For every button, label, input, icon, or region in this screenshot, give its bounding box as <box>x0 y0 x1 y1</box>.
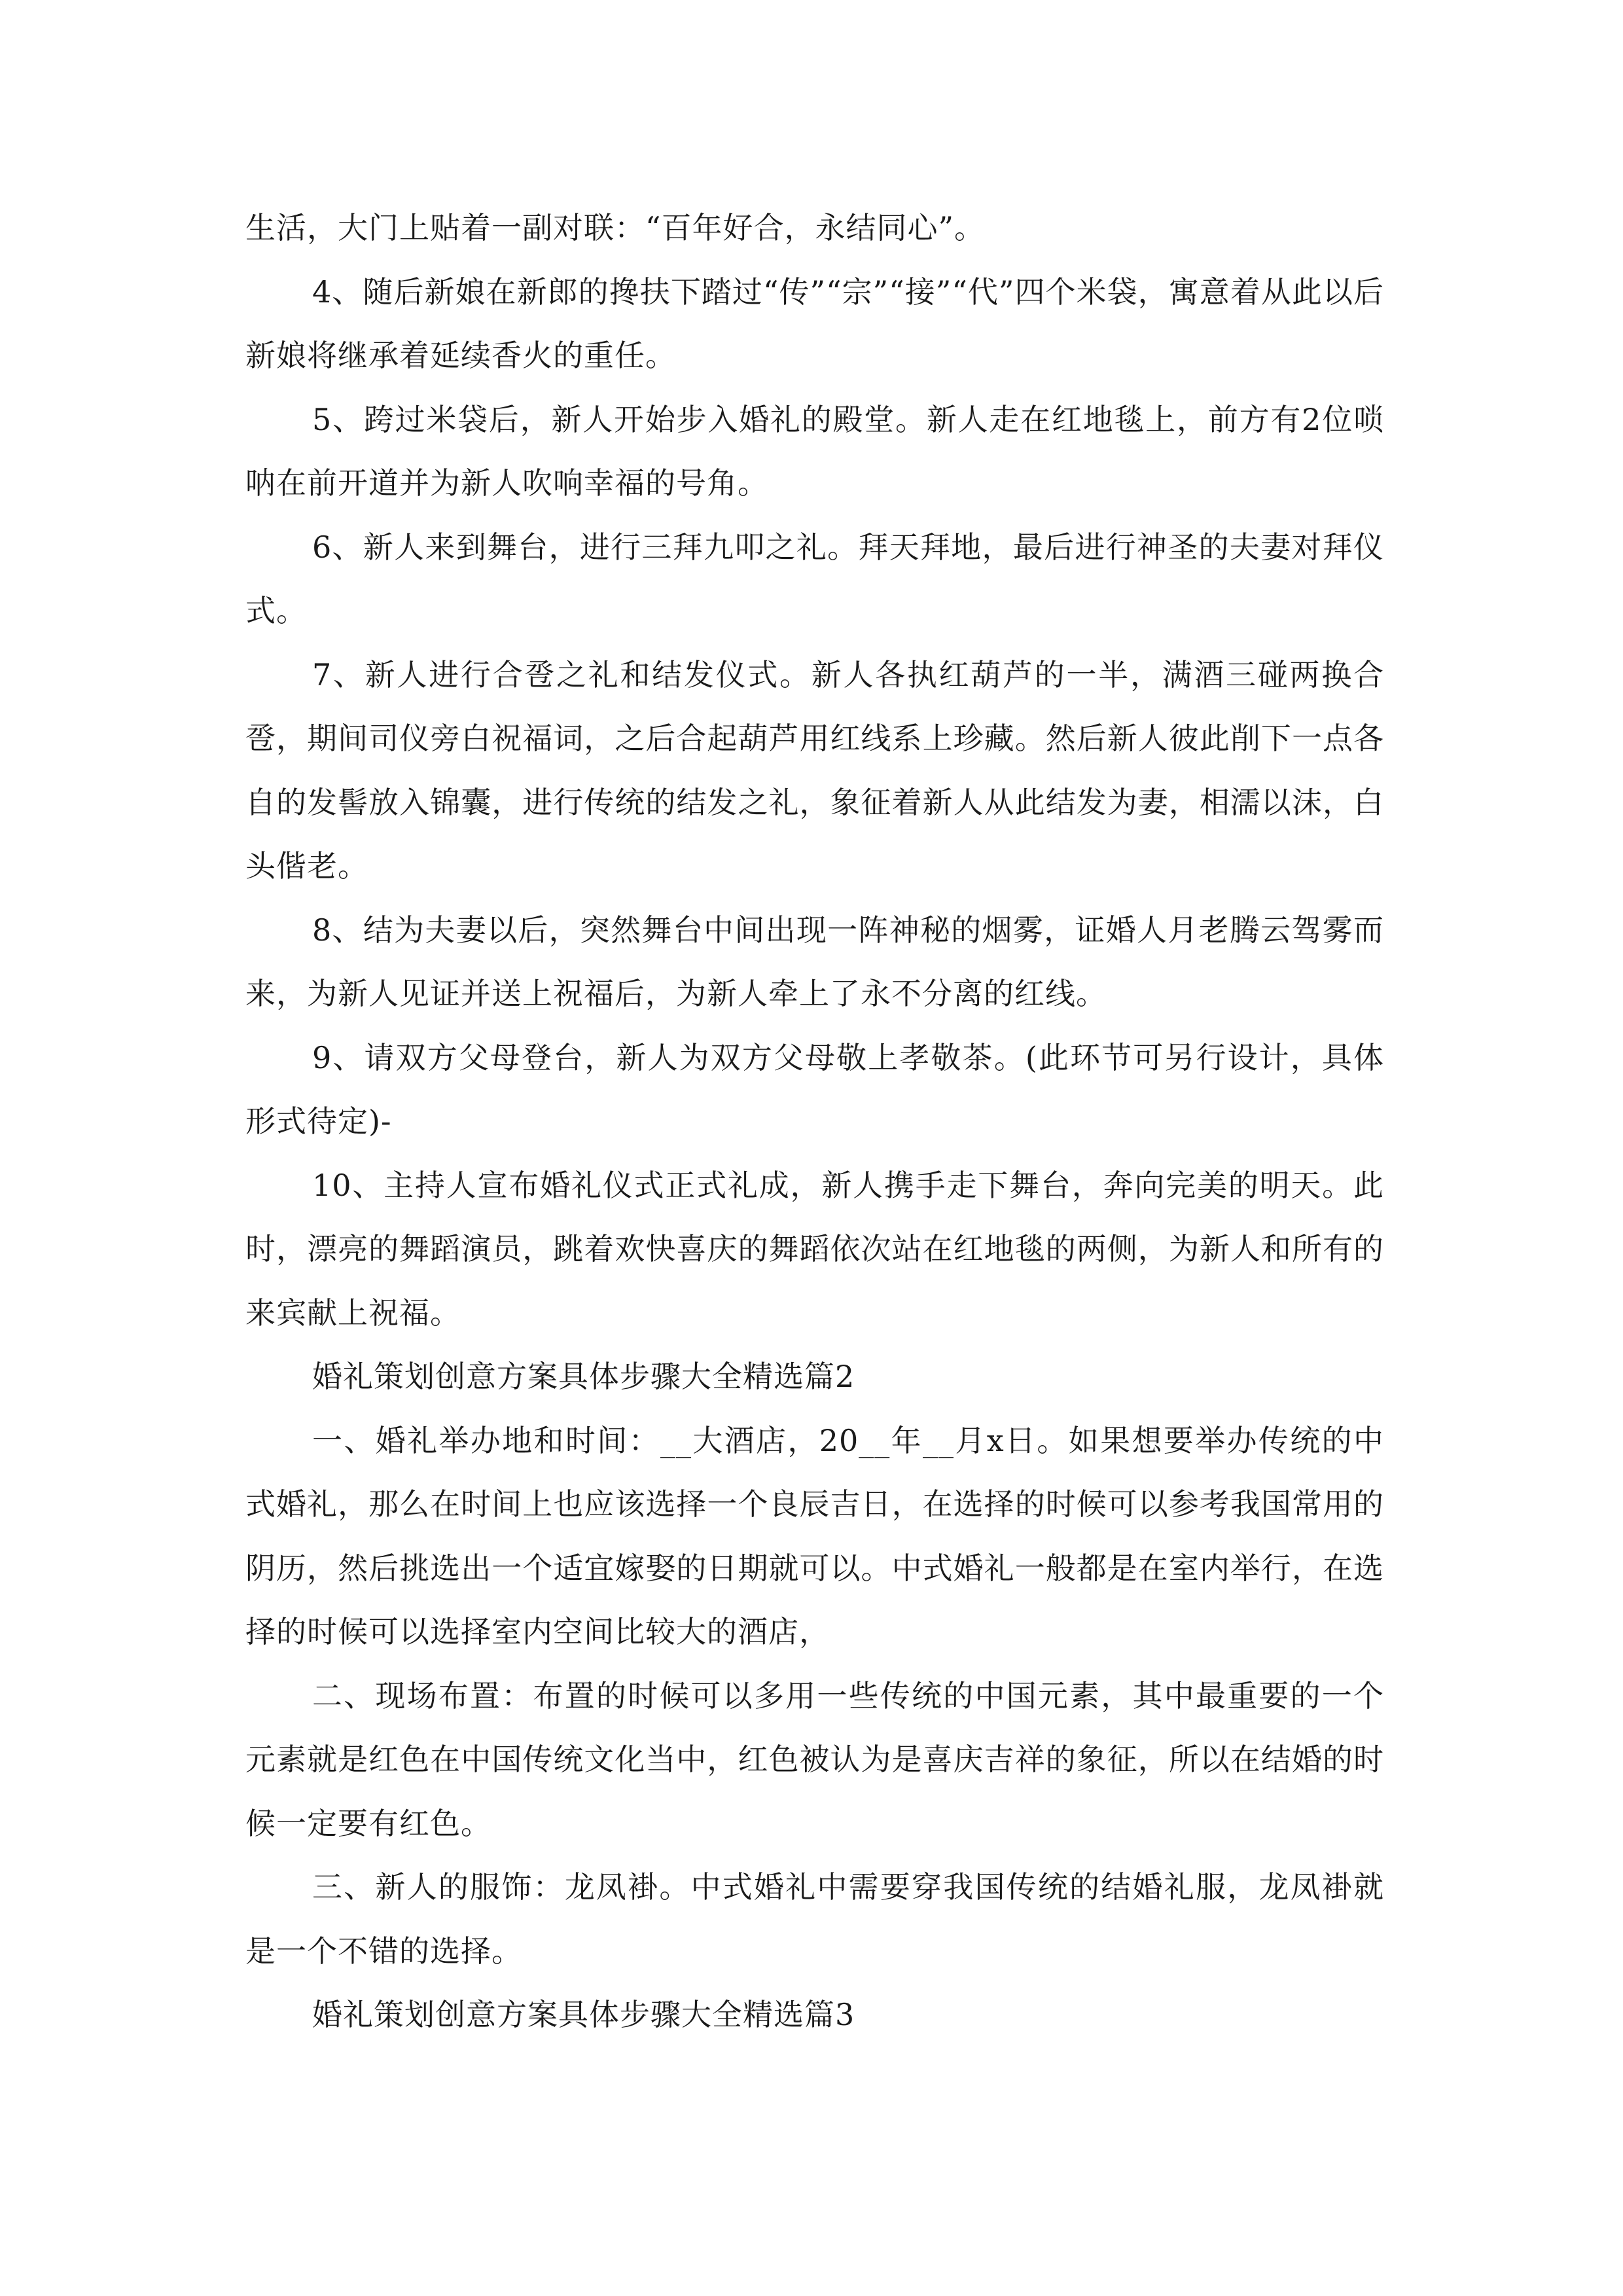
paragraph-venue-time: 一、婚礼举办地和时间：__大酒店，20__年__月x日。如果想要举办传统的中式婚礼，那么在时间上也应该选择一个良辰吉日，在选择的时候可以参考我国常用的阴历，然后挑选出一个适宜嫁娶的日期就可以。中式婚礼一般都是在室内举行，在选择的时候可以选择室内空间比较大的酒店， <box>245 1422 1384 1649</box>
paragraph-continuation: 生活，大门上贴着一副对联：“百年好合，永结同心”。 <box>245 210 986 245</box>
paragraph-step-5: 5、跨过米袋后，新人开始步入婚礼的殿堂。新人走在红地毯上，前方有2位唢呐在前开道并为新人吹响幸福的号角。 <box>245 401 1384 501</box>
paragraph-step-8: 8、结为夫妻以后，突然舞台中间出现一阵神秘的烟雾，证婚人月老腾云驾雾而来，为新人见证并送上祝福后，为新人牵上了永不分离的红线。 <box>245 912 1384 1011</box>
section-heading-3: 婚礼策划创意方案具体步骤大全精选篇3 <box>312 1997 855 2032</box>
paragraph-decoration: 二、现场布置：布置的时候可以多用一些传统的中国元素，其中最重要的一个元素就是红色在中国传统文化当中，红色被认为是喜庆吉祥的象征，所以在结婚的时候一定要有红色。 <box>245 1677 1384 1841</box>
paragraph-attire: 三、新人的服饰：龙凤褂。中式婚礼中需要穿我国传统的结婚礼服，龙凤褂就是一个不错的选择。 <box>245 1869 1384 1969</box>
paragraph-step-4: 4、随后新娘在新郎的搀扶下踏过“传”“宗”“接”“代”四个米袋，寓意着从此以后新娘将继承着延续香火的重任。 <box>245 274 1384 373</box>
paragraph-step-7: 7、新人进行合卺之礼和结发仪式。新人各执红葫芦的一半，满酒三碰两换合卺，期间司仪旁白祝福词，之后合起葫芦用红线系上珍藏。然后新人彼此削下一点各自的发髻放入锦囊，进行传统的结发之礼，象征着新人从此结发为妻，相濡以沫，白头偕老。 <box>245 656 1384 884</box>
document-body <box>245 196 1384 2047</box>
paragraph-step-10: 10、主持人宣布婚礼仪式正式礼成，新人携手走下舞台，奔向完美的明天。此时，漂亮的舞蹈演员，跳着欢快喜庆的舞蹈依次站在红地毯的两侧，为新人和所有的来宾献上祝福。 <box>245 1167 1384 1331</box>
paragraph-step-9: 9、请双方父母登台，新人为双方父母敬上孝敬茶。(此环节可另行设计，具体形式待定)- <box>245 1039 1384 1139</box>
section-heading-2: 婚礼策划创意方案具体步骤大全精选篇2 <box>312 1359 855 1394</box>
paragraph-step-6: 6、新人来到舞台，进行三拜九叩之礼。拜天拜地，最后进行神圣的夫妻对拜仪式。 <box>245 529 1384 628</box>
